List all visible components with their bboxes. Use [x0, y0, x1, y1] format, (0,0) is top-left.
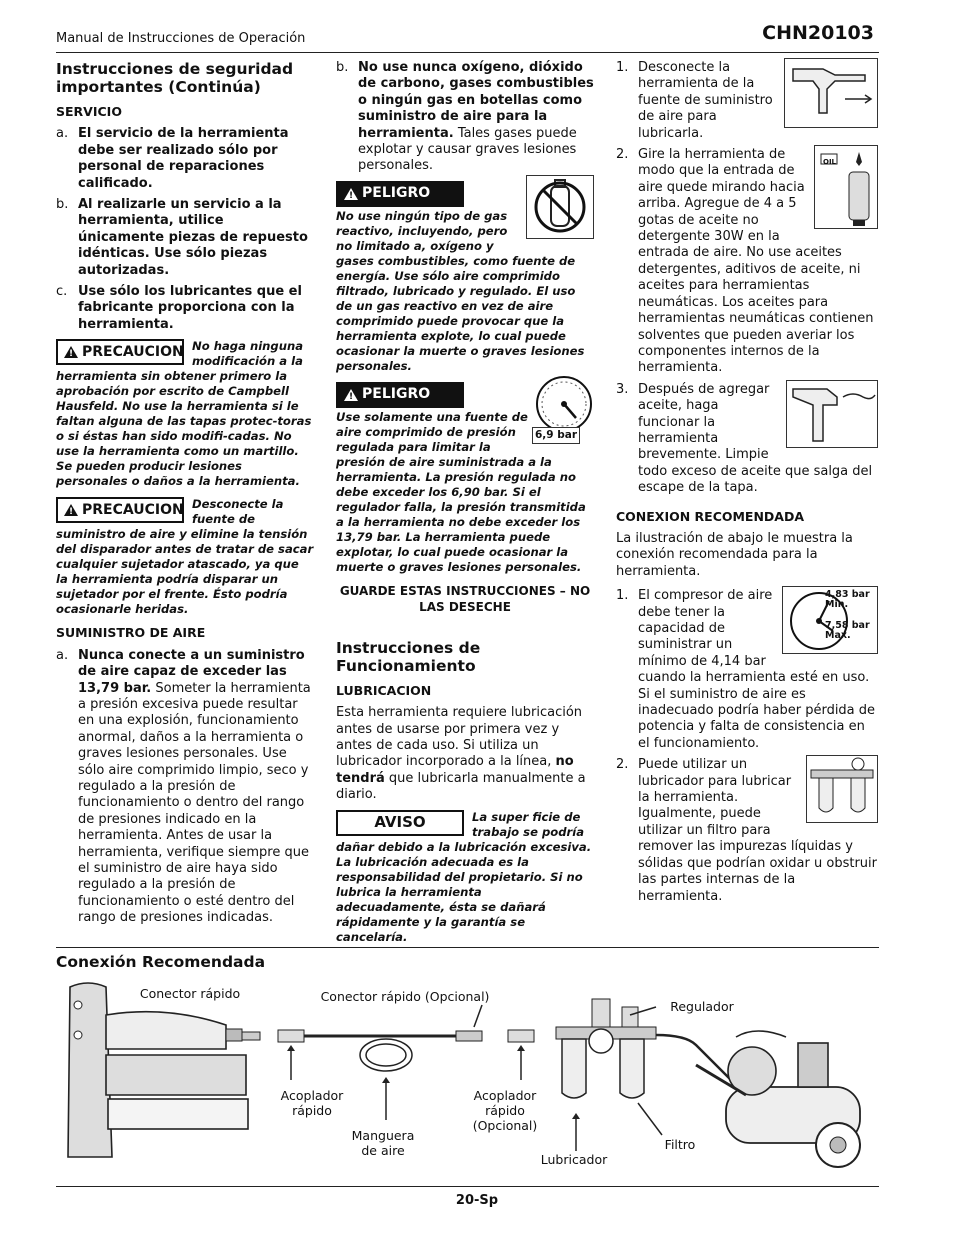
guarde-notice: GUARDE ESTAS INSTRUCCIONES – NO LAS DESECHE: [339, 583, 591, 614]
label-manguera-de-aire: Manguera de aire: [351, 1128, 415, 1158]
label-acoplador-rapido: Acoplador rápido: [280, 1088, 344, 1118]
list-item: 3. Después de agregar aceite, haga funcionar la herramienta brevemente. Limpie todo exceso de aceite que salga del escape de la tapa.: [616, 382, 878, 497]
pressure-range-gauge-figure: 4,83 bar Min. 7,58 bar Max.: [782, 586, 878, 654]
safety-heading: Instrucciones de seguridad importantes (Continúa): [56, 60, 294, 96]
conexion-text: La ilustración de abajo le muestra la conexión recomendada para la herramienta.: [616, 530, 853, 579]
lubricacion-text: Esta herramienta requiere lubricación antes de usarse por primera vez y antes de cada uso. Si utiliza un lubricador incorporado a la línea, no tendrá que lubricarla manualmente a diario.: [336, 705, 586, 803]
nailer-illustration: [68, 983, 248, 1157]
label-lubricador: Lubricador: [540, 1152, 608, 1167]
label-acoplador-rapido-opcional: Acoplador rápido (Opcional): [472, 1088, 538, 1133]
footer-rule: [56, 1186, 879, 1187]
precaucion-warning-1: ! PRECAUCION No haga ninguna modificación a la herramienta sin obtener primero la aprobación por escrito de Campbell Hausfeld. No use la herramienta si le faltan alguna de las tapas protec-toras o si éstas han sido modifi-cadas. No use la herramienta como un martillo. Se pueden producir lesiones personales o daños a la herramienta.: [56, 339, 314, 489]
list-item: 2. OIL Gire la herramienta de modo que la entrada de aire quede mirando hacia arriba. Agregue de 4 a 5 gotas de aceite no detergente 30W en la entrada de aire. No use aceites detergentes, aditivos de aceite, ni aceites para herramientas neumáticas. Los aceites para herramientas neumáticas contienen solventes que pueden averiar los componentes internos de la herramienta.: [616, 147, 878, 377]
model-number: CHN20103: [762, 22, 874, 44]
precaucion-badge: ! PRECAUCION: [56, 339, 184, 365]
oil-drop-figure: OIL: [814, 145, 878, 229]
list-item: a. El servicio de la herramienta debe ser realizado sólo por personal de reparaciones calificado.: [56, 126, 289, 191]
label-conector-rapido: Conector rápido: [139, 986, 241, 1001]
manual-title: Manual de Instrucciones de Operación: [56, 31, 306, 46]
column-3: [616, 60, 878, 910]
servicio-title: SERVICIO: [56, 104, 122, 119]
nailer-disconnect-figure: [784, 58, 878, 128]
list-item: a. Nunca conecte a un suministro de aire capaz de exceder las 13,79 bar. Someter la herramienta a presión excesiva puede resultar en una explosión, funcionamiento anormal, daños a la herramienta o graves lesiones personales. Use sólo aire comprimido limpio, seco y regulado a la presión de funcionamiento o dentro del rango de presiones indicado en la herramienta. Antes de usar la herramienta, verifique siempre que el suministro de aire haya sido regulado a la presión de funcionamiento o esté dentro del rango de presiones indicadas.: [56, 647, 311, 926]
conexion-title: CONEXION RECOMENDADA: [616, 508, 805, 524]
compressor-illustration: [696, 1031, 860, 1167]
no-gas-cylinder-icon: [526, 175, 594, 239]
list-item: c. Use sólo los lubricantes que el fabricante proporciona con la herramienta.: [56, 284, 302, 332]
label-regulador: Regulador: [670, 999, 734, 1014]
column-1: [56, 60, 314, 932]
list-item: b. No use nunca oxígeno, dióxido de carbono, gases combustibles o ningún gas en botellas como suministro de aire para la herramienta. Tales gases puede explotar y causar graves lesiones personales.: [336, 60, 594, 174]
peligro-badge: ! PELIGRO: [336, 382, 464, 408]
nailer-run-figure: [786, 380, 878, 448]
list-item: 1. Desconecte la herramienta de la fuente de suministro de aire para lubricarla.: [616, 60, 878, 142]
suministro-title: SUMINISTRO DE AIRE: [56, 625, 206, 641]
peligro-badge: ! PELIGRO: [336, 181, 464, 207]
label-conector-rapido-opcional: Conector rápido (Opcional): [320, 989, 490, 1004]
aviso-warning: AVISO La super ficie de trabajo se podría dañar debido a la lubricación excesiva. La lubricación adecuada es la responsabilidad del propietario. Si no lubrica la herramienta adecuadamente, ésta se dañará rápidamente y la garantía se cancelaría.: [336, 809, 592, 944]
peligro-warning-1: ! PELIGRO No use ningún tipo de gas reactivo, incluyendo, pero no limitado a, oxígeno y gases combustibles, como fuente de energía. Use sólo aire comprimido filtrado, lubricado y regulado. El uso de un gas reactivo en vez de aire comprimido puede provocar que la herramienta explote, lo cual puede ocasionar la muerte o graves lesiones personales.: [336, 181, 594, 374]
warning-icon: [64, 346, 78, 358]
lubricacion-title: LUBRICACION: [336, 682, 432, 698]
warning-icon: [64, 504, 78, 516]
funcionamiento-heading: Instrucciones de Funcionamiento: [336, 638, 481, 675]
header-rule: [56, 52, 879, 53]
diagram-heading: Conexión Recomendada: [56, 953, 266, 971]
aviso-badge: AVISO: [336, 810, 464, 836]
list-item: b. Al realizarle un servicio a la herramienta, utilice únicamente piezas de repuesto idénticas. Use sólo piezas autorizadas.: [56, 197, 308, 278]
pressure-gauge-icon: 6,9 bar: [534, 374, 594, 442]
column-2: [336, 60, 594, 953]
precaucion-badge: ! PRECAUCION: [56, 497, 184, 523]
section-rule: [56, 947, 879, 948]
filter-lubricator-figure: [806, 755, 878, 823]
warning-icon: [344, 389, 358, 401]
peligro-warning-2: 6,9 bar ! PELIGRO Use solamente una fuente de aire comprimido de presión regulada para limitar la presión de aire suministrada a la herramienta. La presión regulada no debe exceder los 6,90 bar. Si el regulador falla, la presión transmitida a la herramienta no debe exceder los 13,79 bar. La herramienta puede explotar, lo cual puede ocasionar la muerte o graves lesiones personales.: [336, 382, 594, 575]
page-number: 20-Sp: [455, 1193, 499, 1208]
warning-icon: [344, 188, 358, 200]
label-filtro: Filtro: [664, 1137, 696, 1152]
connection-diagram: [56, 975, 876, 1175]
list-item: 2. Puede utilizar un lubricador para lubricar la herramienta. Igualmente, puede utilizar un filtro para remover las impurezas líquidas y sólidas que podrían oxidar u obstruir las partes internas de la herramienta.: [616, 757, 877, 904]
list-item: 1. 4,83 bar Min. 7,58 bar Max. El compresor de aire debe tener la capacidad de suministrar un mínimo de 4,14 bar cuando la herramienta esté en uso. Si el suministro de aire es inadecuado podría haber pérdida de potencia y falta de consistencia en el funcionamiento.: [616, 588, 878, 752]
precaucion-warning-2: ! PRECAUCION Desconecte la fuente de suministro de aire y elimine la tensión del disparador antes de tratar de sacar cualquier sujetador atascado, ya que la herramienta podría disparar un sujetador por el frente. Ésto podría ocasionarle heridas.: [56, 497, 314, 617]
